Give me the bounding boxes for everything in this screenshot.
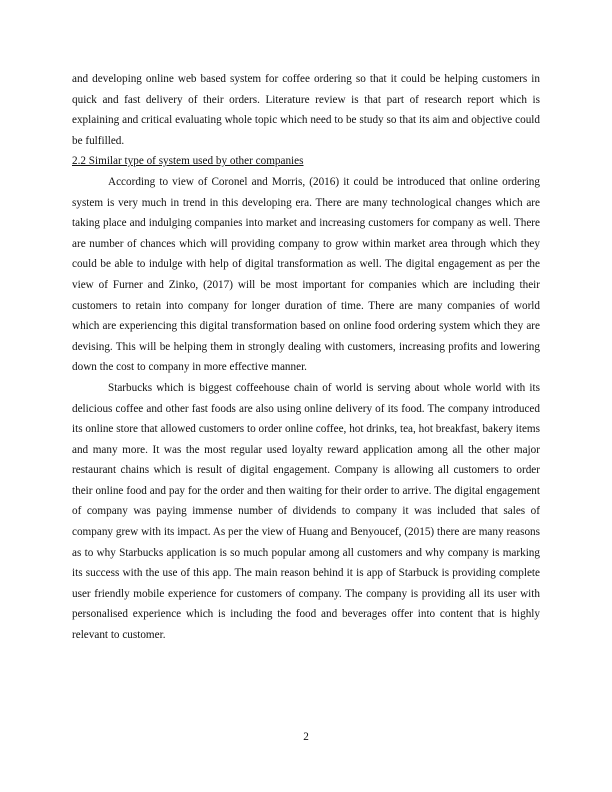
page-number: 2 [303, 731, 309, 743]
intro-paragraph: and developing online web based system for coffee ordering so that it could be helping customers in quick and fast delivery of their orders. Literature review is that part of research report which is explaining and critical evaluating whole topic which need to be study so that its aim and objective could be fulfilled. [72, 73, 540, 147]
paragraph-starbucks: Starbucks which is biggest coffeehouse chain of world is serving about whole world with its delicious coffee and other fast foods are also using online delivery of its food. The company introduced its online store that allowed customers to order online coffee, hot drinks, tea, hot breakfast, bakery items and many more. It was the most regular used loyalty reward application among all the other major restaurant chains which is result of digital engagement. Company is allowing all customers to order their online food and pay for the order and then waiting for their order to arrive. The digital engagement of company was paying immense number of dividends to company it was included that sales of company grew with its impact. As per the view of Huang and Benyoucef, (2015) there are many reasons as to why Starbucks application is so much popular among all customers and why company is marking its success with the use of this app. The main reason behind it is app of Starbuck is providing complete user friendly mobile experience for customers of company. The company is providing all its user with personalised experience which is including the food and beverages offer into content that is highly relevant to customer. [72, 381, 540, 642]
section-heading: 2.2 Similar type of system used by other companies [72, 155, 304, 168]
paragraph-online-ordering: According to view of Coronel and Morris, (2016) it could be introduced that online ordering system is very much in trend in this developing era. There are many technological changes which are taking place and indulging companies into market and increasing customers for company as well. There are number of chances which will providing company to grow within market area through which they could be able to indulge with help of digital transformation as well. The digital engagement as per the view of Furner and Zinko, (2017) will be most important for companies which are including their customers to retain into company for longer duration of time. There are many companies of world which are experiencing this digital transformation based on online food ordering system which they are devising. This will be helping them in strongly dealing with customers, increasing profits and lowering down the cost to company in more effective manner. [72, 175, 540, 374]
page-body [72, 69, 540, 646]
